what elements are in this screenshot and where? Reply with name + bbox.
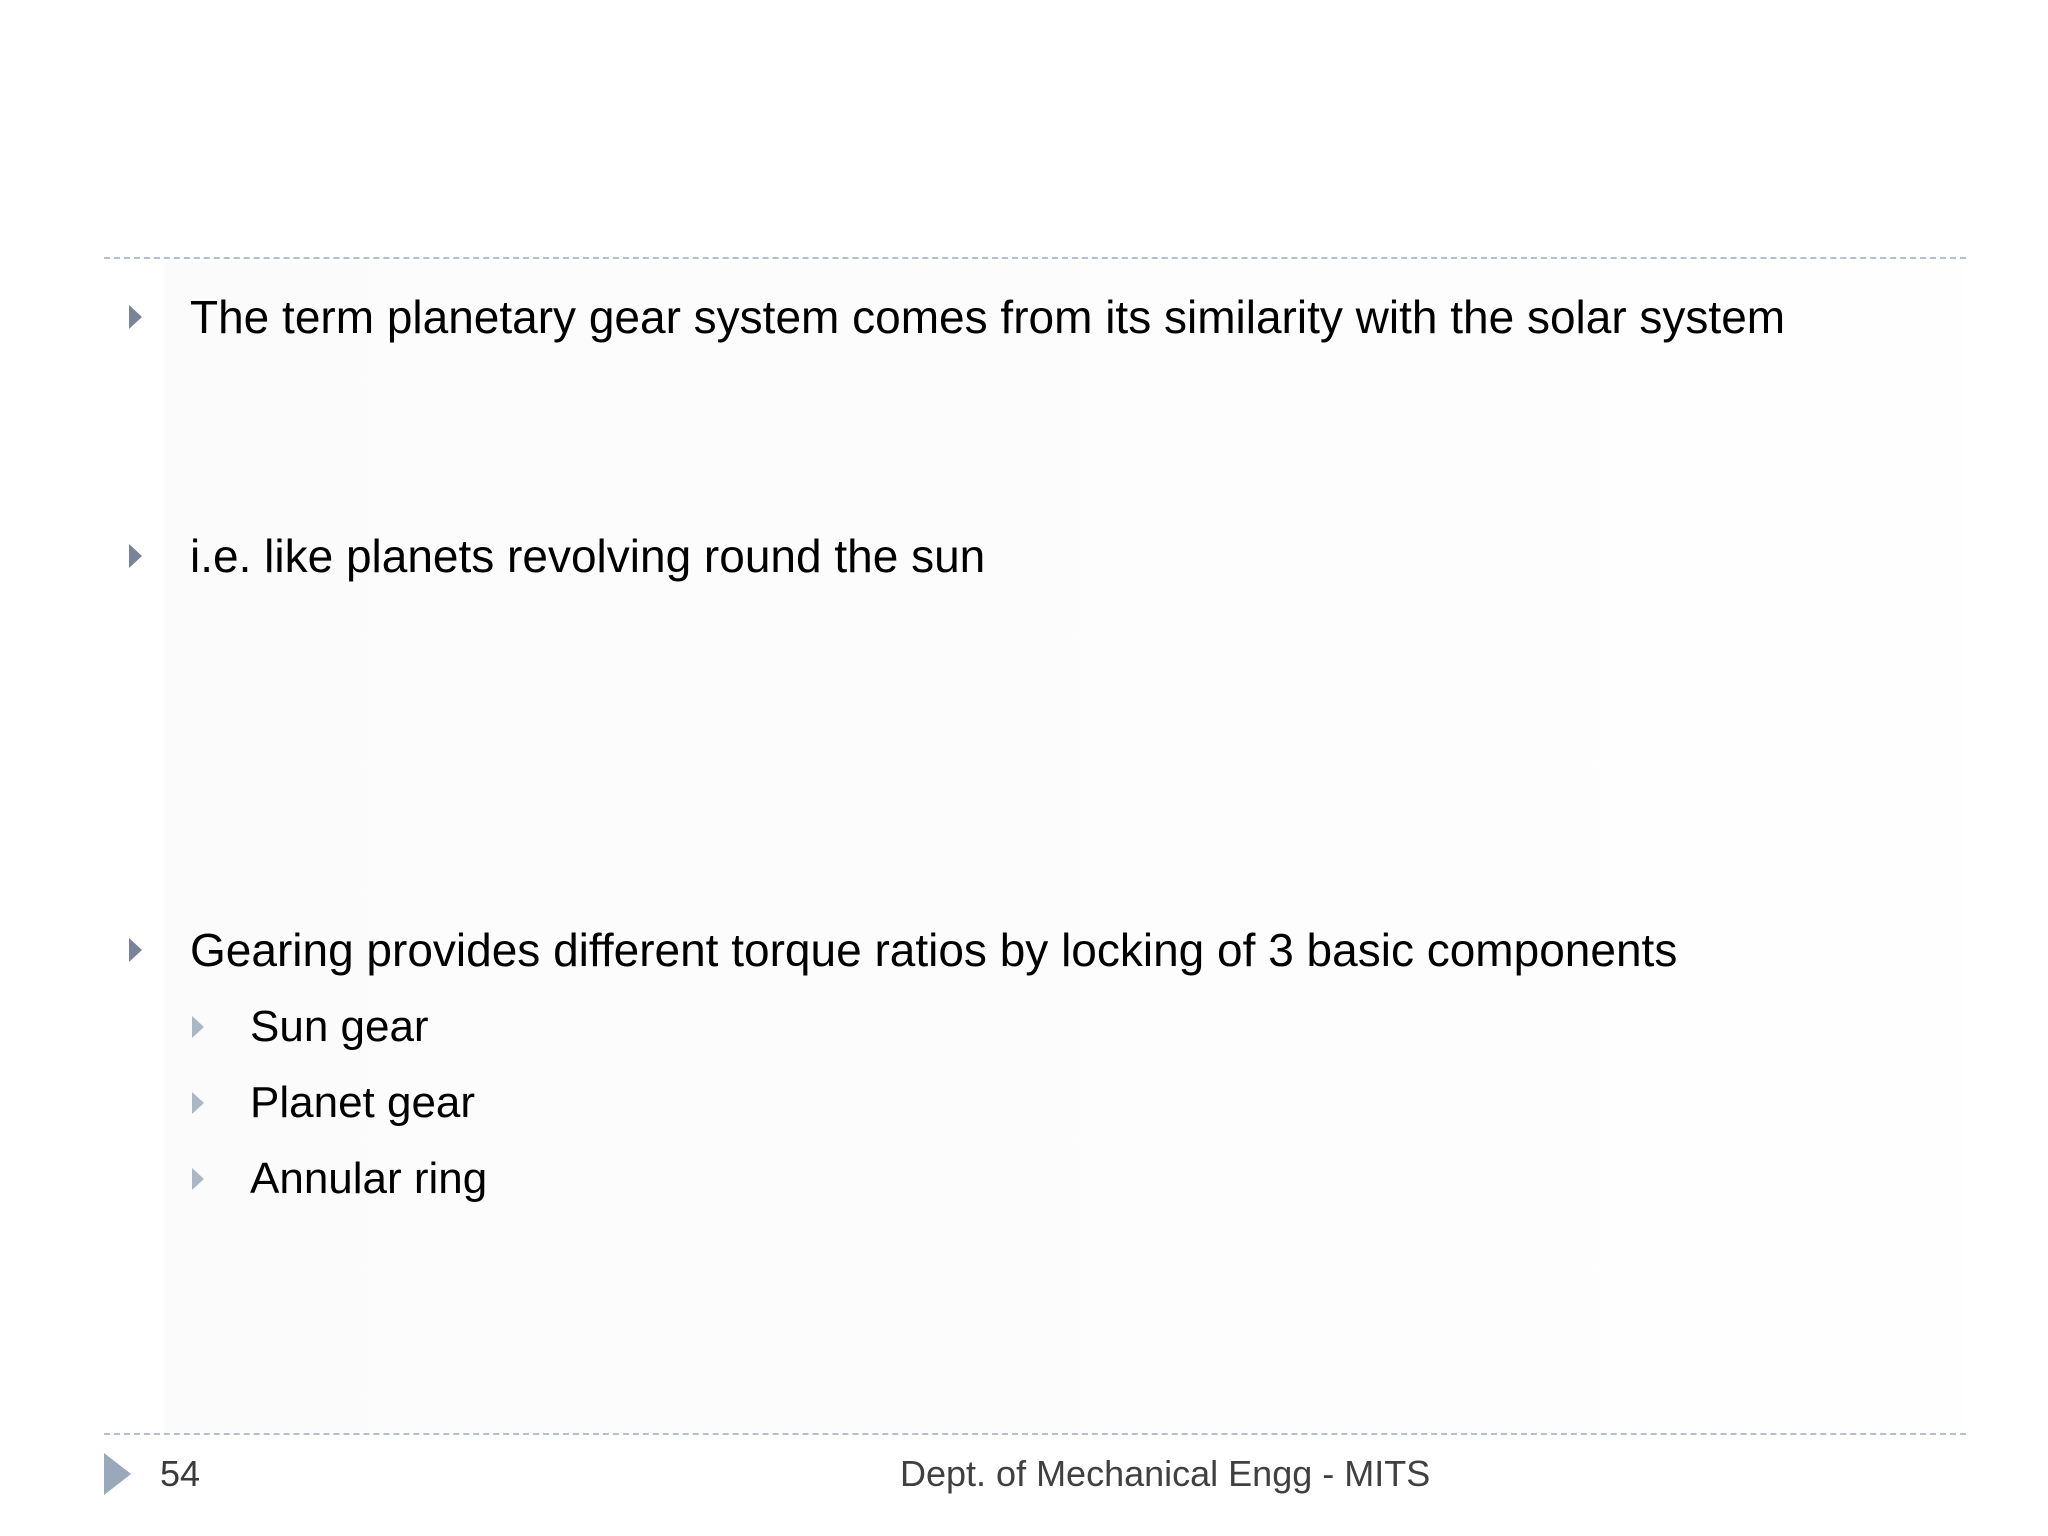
bullet-text: i.e. like planets revolving round the sun xyxy=(190,530,986,582)
sub-bullet-item xyxy=(192,1155,487,1203)
footer-text: Dept. of Mechanical Engg - MITS xyxy=(900,1453,1431,1494)
bullet-arrow-icon xyxy=(129,938,142,962)
page-number: 54 xyxy=(160,1453,201,1494)
sub-bullet-item xyxy=(192,1003,429,1051)
top-divider xyxy=(104,257,1966,259)
bullet-item xyxy=(129,925,1677,976)
bullet-arrow-icon xyxy=(129,544,142,568)
sub-bullet-arrow-icon xyxy=(192,1092,204,1114)
bullet-item xyxy=(129,531,985,582)
bullet-text: Gearing provides different torque ratios by locking of 3 basic components xyxy=(190,924,1678,976)
bottom-divider xyxy=(104,1433,1966,1435)
sub-bullet-text: Planet gear xyxy=(250,1078,476,1127)
sub-bullet-item xyxy=(192,1079,475,1127)
bullet-arrow-icon xyxy=(129,305,142,329)
sub-bullet-text: Annular ring xyxy=(250,1154,488,1203)
sub-bullet-text: Sun gear xyxy=(250,1002,429,1051)
sub-bullet-arrow-icon xyxy=(192,1168,204,1190)
sub-bullet-arrow-icon xyxy=(192,1016,204,1038)
bullet-text: The term planetary gear system comes from its similarity with the solar system xyxy=(190,291,1786,343)
content-panel xyxy=(165,262,1965,1432)
bullet-item xyxy=(129,292,1785,343)
footer-arrow-icon xyxy=(104,1453,131,1495)
